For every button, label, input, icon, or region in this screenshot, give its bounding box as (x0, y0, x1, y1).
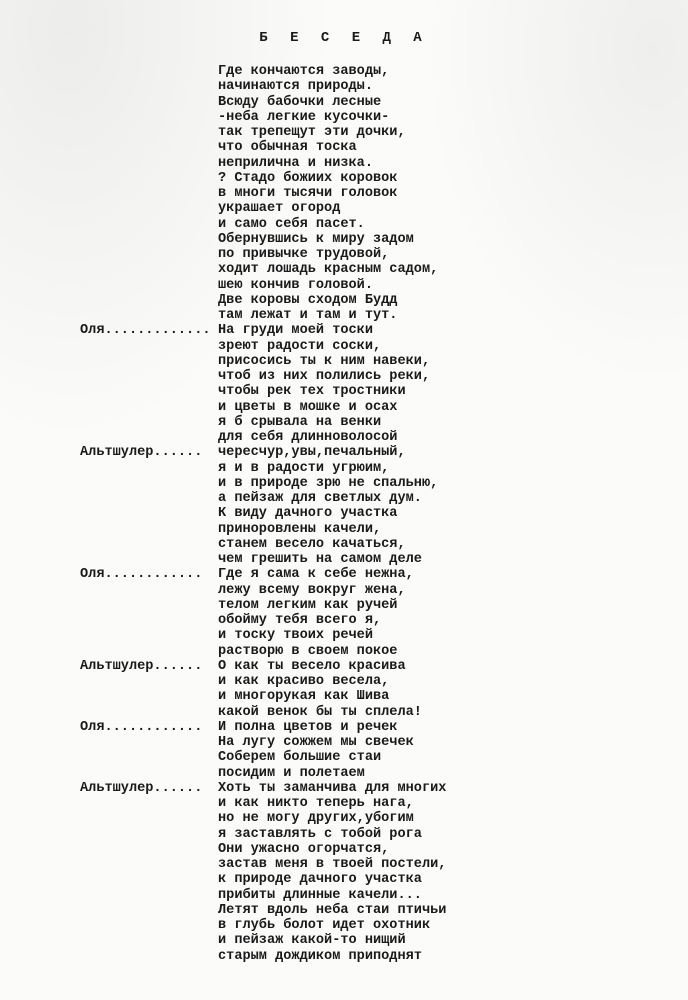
poem-line: На лугу сожжем мы свечек (218, 735, 414, 750)
poem-line: в многи тысячи головок (218, 186, 398, 201)
poem-line: телом легким как ручей (218, 597, 398, 613)
poem-line: начинаются природы. (218, 79, 373, 95)
poem-line: и как никто теперь нага, (218, 796, 414, 811)
poem-line: а пейзаж для светлых дум. (218, 491, 422, 506)
poem-line: там лежат и там и тут. (218, 308, 398, 323)
poem-line: ходит лошадь красным садом, (218, 262, 439, 278)
poem-line: Где я сама к себе нежна, (218, 567, 414, 583)
poem-line: украшает огород (218, 201, 341, 217)
poem-line: Летят вдоль неба стаи птичьи (218, 902, 447, 918)
poem-line: Где кончаются заводы, (218, 64, 390, 79)
poem-line: и в природе зрю не спальню, (218, 475, 439, 491)
poem-line: застав меня в твоей постели, (218, 857, 447, 872)
poem-line: и тоску твоих речей (218, 628, 373, 644)
poem-line: Две коровы сходом Будд (218, 292, 398, 308)
speaker-label: Оля............ (80, 719, 203, 735)
poem-line: обойму тебя всего я, (218, 613, 382, 628)
poem-line: я и в радости угрюим, (218, 460, 390, 476)
poem-line: и само себя пасет. (218, 216, 365, 232)
poem-line: К виду дачного участка (218, 506, 398, 522)
poem-line: растворю в своем покое (218, 643, 398, 659)
speaker-label: Оля............ (80, 567, 203, 583)
poem-line: станем весело качаться, (218, 536, 406, 552)
poem-line: -неба легкие кусочки- (218, 109, 390, 125)
poem-line: неприлична и низка. (218, 155, 373, 171)
poem-line: присосись ты к ним навеки, (218, 353, 431, 369)
poem-line: чересчур,увы,печальный, (218, 445, 406, 461)
poem-line: чтобы рек тех тростники (218, 384, 406, 400)
poem-line: к природе дачного участка (218, 872, 422, 888)
poem-line: Хоть ты заманчива для многих (218, 780, 447, 796)
poem-line: но не могу других,убогим (218, 811, 414, 827)
poem-line: О как ты весело красива (218, 658, 406, 674)
poem-line: посидим и полетаем (218, 765, 365, 781)
poem-line: и как красиво весела, (218, 674, 390, 689)
poem-line: так трепещут эти дочки, (218, 125, 406, 140)
poem-line: прибиты длинные качели... (218, 887, 422, 903)
poem-line: чем грешить на самом деле (218, 552, 422, 567)
poem-line: что обычная тоска (218, 140, 357, 156)
poem-line: Соберем большие стаи (218, 750, 382, 766)
poem-line: приноровлены качели, (218, 521, 382, 537)
poem-line: На груди моей тоски (218, 323, 373, 339)
poem-line: в глубь болот идет охотник (218, 918, 431, 933)
poem-line: я заставлять с тобой рога (218, 826, 422, 842)
poem-line: Обернувшись к миру задом (218, 231, 414, 247)
poem-line: лежу всему вокруг жена, (218, 582, 406, 598)
speaker-label: Оля............. (80, 323, 211, 339)
poem-line: и пейзаж какой-то нищий (218, 933, 406, 949)
poem-line: и многорукая как Шива (218, 689, 390, 705)
poem-line: чтоб из них полились реки, (218, 369, 431, 384)
poem-line: шею кончив головой. (218, 277, 373, 293)
speaker-label: Альтшулер...... (80, 658, 203, 674)
poem-line: Всюду бабочки лесные (218, 94, 382, 110)
speaker-label: Альтшулер...... (80, 780, 203, 796)
poem-line: старым дождиком приподнят (218, 948, 422, 964)
poem-line: зреют радости соски, (218, 338, 382, 354)
speaker-label: Альтшулер...... (80, 445, 203, 461)
poem-line: по привычке трудовой, (218, 247, 390, 262)
poem-line: какой венок бы ты сплела! (218, 704, 422, 720)
page-title: Б Е С Е Д А (259, 30, 429, 46)
poem-line: ? Стадо божиих коровок (218, 170, 398, 186)
poem-line: и цветы в мошке и осах (218, 399, 398, 415)
poem-line: И полна цветов и речек (218, 719, 398, 735)
poem-line: Они ужасно огорчатся, (218, 841, 390, 857)
poem-line: для себя длинноволосой (218, 430, 398, 445)
poem-line: я б срывала на венки (218, 414, 382, 430)
